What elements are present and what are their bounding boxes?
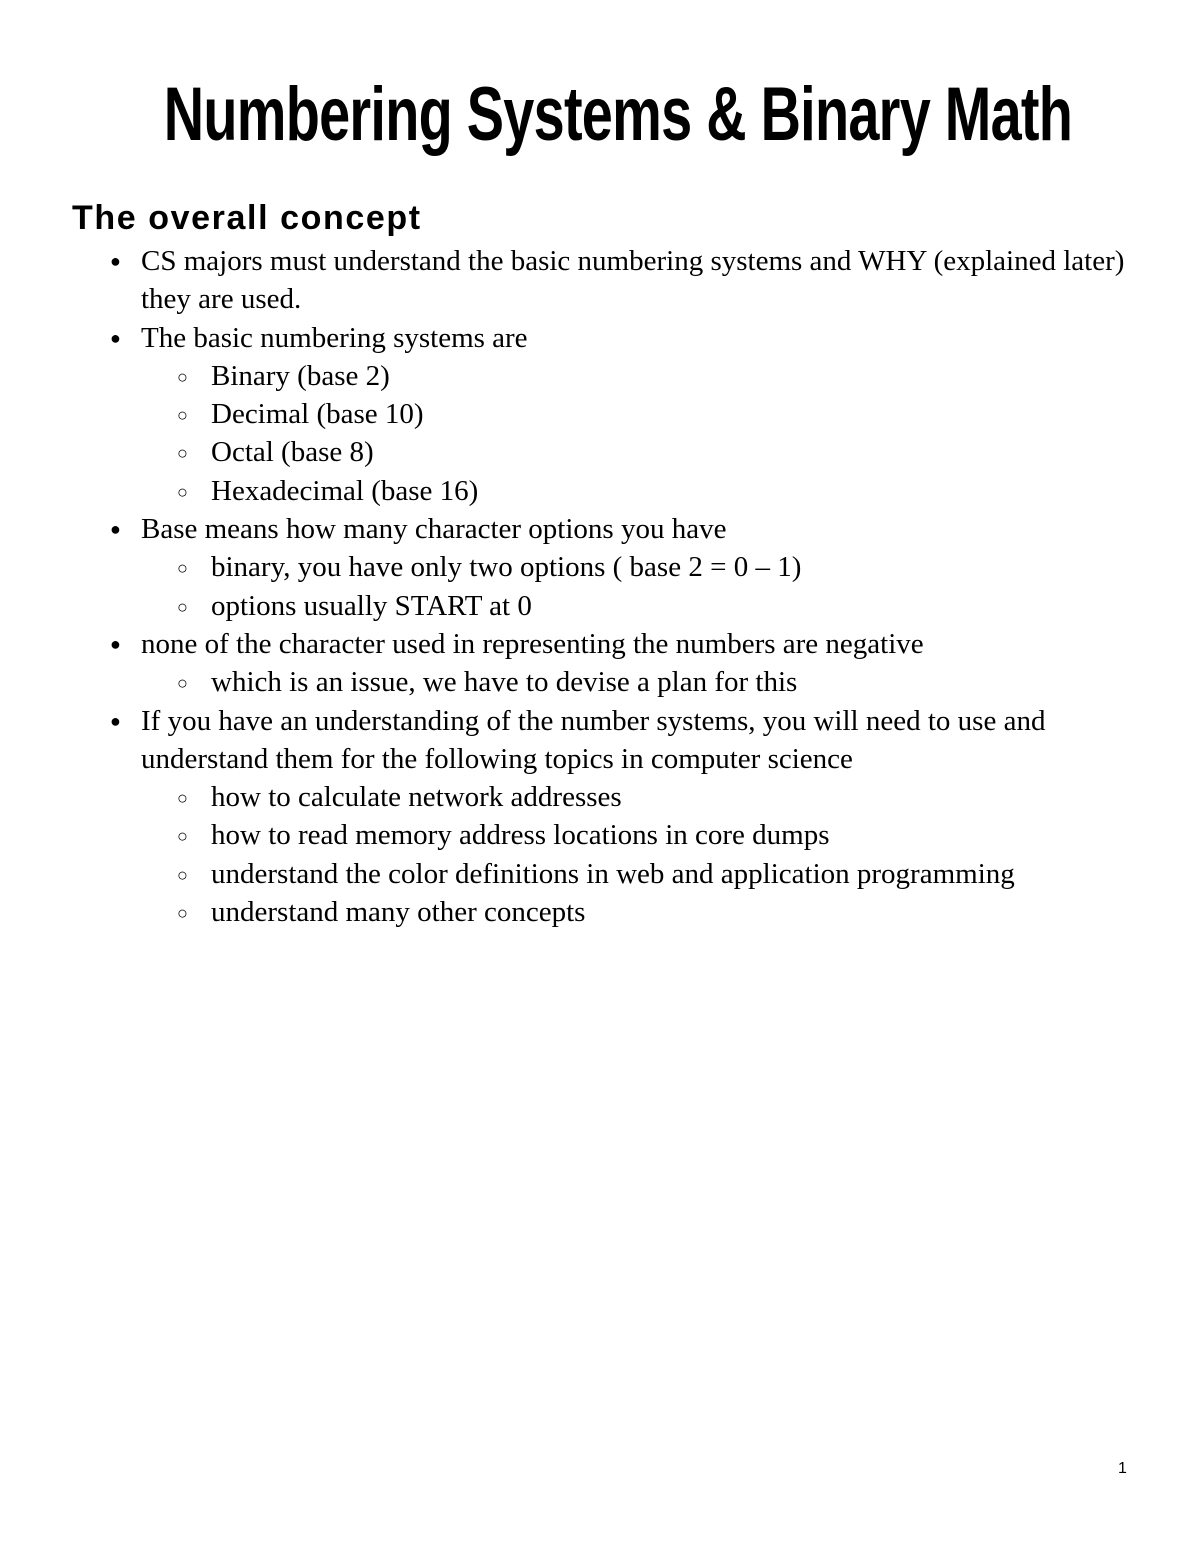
sub-list-item <box>141 472 1131 510</box>
sub-list-item <box>141 778 1131 816</box>
hollow-bullet-icon: ○ <box>177 864 188 885</box>
hollow-bullet-icon: ○ <box>177 405 188 426</box>
sub-list-item-text: Binary (base 2) <box>211 359 390 392</box>
sub-list-item-text: how to calculate network addresses <box>211 781 622 814</box>
sub-list-item-text: understand the color definitions in web and application programming <box>211 857 1015 890</box>
sub-list-item-text: which is an issue, we have to devise a plan for this <box>211 666 798 699</box>
hollow-bullet-icon: ○ <box>177 596 188 617</box>
hollow-bullet-icon: ○ <box>177 903 188 924</box>
list-item-text: The basic numbering systems are <box>141 321 528 354</box>
section-heading: The overall concept <box>72 199 422 237</box>
sub-list-item-text: Decimal (base 10) <box>211 398 424 431</box>
sub-list-item-text: binary, you have only two options ( base 2 = 0 – 1) <box>211 551 802 584</box>
bullet-list <box>0 242 1131 931</box>
sub-list-item <box>141 663 1131 701</box>
list-item <box>0 702 1131 932</box>
title-text: Numbering Systems & Binary Math <box>163 72 1073 157</box>
document-title <box>0 72 1200 158</box>
list-item-text: If you have an understanding of the number systems, you will need to use and understand them for the following topics in computer science <box>141 704 1046 775</box>
sub-list-item <box>141 855 1131 893</box>
list-item-text: Base means how many character options you have <box>141 513 727 546</box>
sub-list-item-text: understand many other concepts <box>211 896 586 929</box>
filled-bullet-icon: ● <box>110 519 121 540</box>
hollow-bullet-icon: ○ <box>177 673 188 694</box>
list-item-text: none of the character used in representing the numbers are negative <box>141 627 924 660</box>
list-item <box>0 510 1131 625</box>
sub-list-item <box>141 587 1131 625</box>
sub-list-item <box>141 357 1131 395</box>
hollow-bullet-icon: ○ <box>177 481 188 502</box>
list-item-text: CS majors must understand the basic numbering systems and WHY (explained later) they are used. <box>141 245 1125 316</box>
filled-bullet-icon: ● <box>110 251 121 271</box>
hollow-bullet-icon: ○ <box>177 443 188 464</box>
list-item <box>0 625 1131 702</box>
sub-list-item-text: how to read memory address locations in core dumps <box>211 819 830 852</box>
sub-list <box>0 778 1131 931</box>
sub-list-item-text: options usually START at 0 <box>211 589 532 622</box>
sub-list-item-text: Hexadecimal (base 16) <box>211 474 479 507</box>
filled-bullet-icon: ● <box>110 327 121 348</box>
sub-list-item <box>141 893 1131 931</box>
sub-list <box>0 548 1131 625</box>
sub-list-item <box>141 548 1131 586</box>
page-number: 1 <box>1118 1460 1127 1477</box>
sub-list-item-text: Octal (base 8) <box>211 436 374 469</box>
hollow-bullet-icon: ○ <box>177 558 188 579</box>
hollow-bullet-icon: ○ <box>177 366 188 387</box>
sub-list <box>0 357 1131 510</box>
list-item <box>0 242 1131 319</box>
sub-list <box>0 663 1131 701</box>
hollow-bullet-icon: ○ <box>177 826 188 847</box>
sub-list-item <box>141 395 1131 433</box>
hollow-bullet-icon: ○ <box>177 788 188 809</box>
filled-bullet-icon: ● <box>110 633 121 654</box>
sub-list-item <box>141 816 1131 854</box>
sub-list-item <box>141 433 1131 471</box>
list-item <box>0 319 1131 510</box>
filled-bullet-icon: ● <box>110 710 121 731</box>
